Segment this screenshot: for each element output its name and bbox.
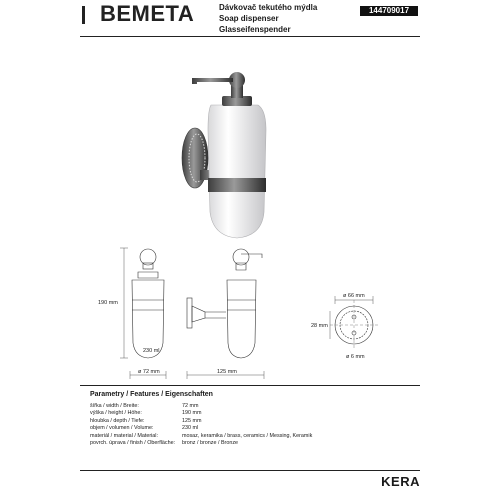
rosette-view-drawing bbox=[330, 296, 378, 350]
rosette-diameter-label: ø 66 mm bbox=[343, 293, 365, 299]
series-name: KERA bbox=[381, 474, 420, 489]
parameters-title: Parametry / Features / Eigenschaften bbox=[90, 391, 213, 398]
brand-logo-text: BEMETA bbox=[100, 1, 195, 26]
title-english: Soap dispenser bbox=[219, 14, 279, 23]
width-dimension-label: ø 72 mm bbox=[138, 369, 160, 375]
parameter-value: 72 mm bbox=[182, 403, 199, 409]
title-german: Glasseifenspender bbox=[219, 25, 291, 34]
parameter-key: materiál / material / Material: bbox=[90, 432, 159, 439]
parameter-row bbox=[90, 418, 390, 425]
parameter-key: šířka / width / Breite: bbox=[90, 403, 139, 409]
parameter-value: 230 ml bbox=[182, 425, 199, 432]
parameter-value: mosaz, keramika / brass, ceramics / Messing, Keramik bbox=[182, 432, 313, 439]
parameter-key: hloubka / depth / Tiefe: bbox=[90, 417, 145, 424]
parameter-row bbox=[90, 425, 390, 432]
parameter-value: bronz / bronze / Bronze bbox=[182, 439, 239, 446]
product-code-badge: 144709017 bbox=[360, 6, 418, 16]
parameters-table bbox=[90, 403, 390, 447]
parameter-row bbox=[90, 440, 390, 447]
front-view-drawing bbox=[120, 248, 166, 379]
title-czech: Dávkovač tekutého mýdla bbox=[219, 3, 318, 12]
volume-label: 230 ml bbox=[143, 348, 160, 354]
depth-dimension-label: 125 mm bbox=[217, 369, 237, 375]
parameter-value: 190 mm bbox=[182, 410, 202, 417]
parameter-key: povrch. úprava / finish / Oberfläche: bbox=[90, 439, 176, 446]
side-view-drawing bbox=[187, 249, 264, 379]
parameter-row bbox=[90, 403, 390, 410]
product-illustration bbox=[182, 72, 266, 238]
parameter-row bbox=[90, 433, 390, 440]
parameter-key: výška / height / Höhe: bbox=[90, 410, 142, 417]
height-dimension-label: 190 mm bbox=[98, 300, 118, 306]
rosette-small-label: ø 6 mm bbox=[346, 354, 365, 360]
parameter-value: 125 mm bbox=[182, 417, 202, 424]
rosette-height-label: 28 mm bbox=[311, 323, 328, 329]
parameter-row bbox=[90, 410, 390, 417]
parameter-key: objem / volumen / Volume: bbox=[90, 425, 154, 432]
